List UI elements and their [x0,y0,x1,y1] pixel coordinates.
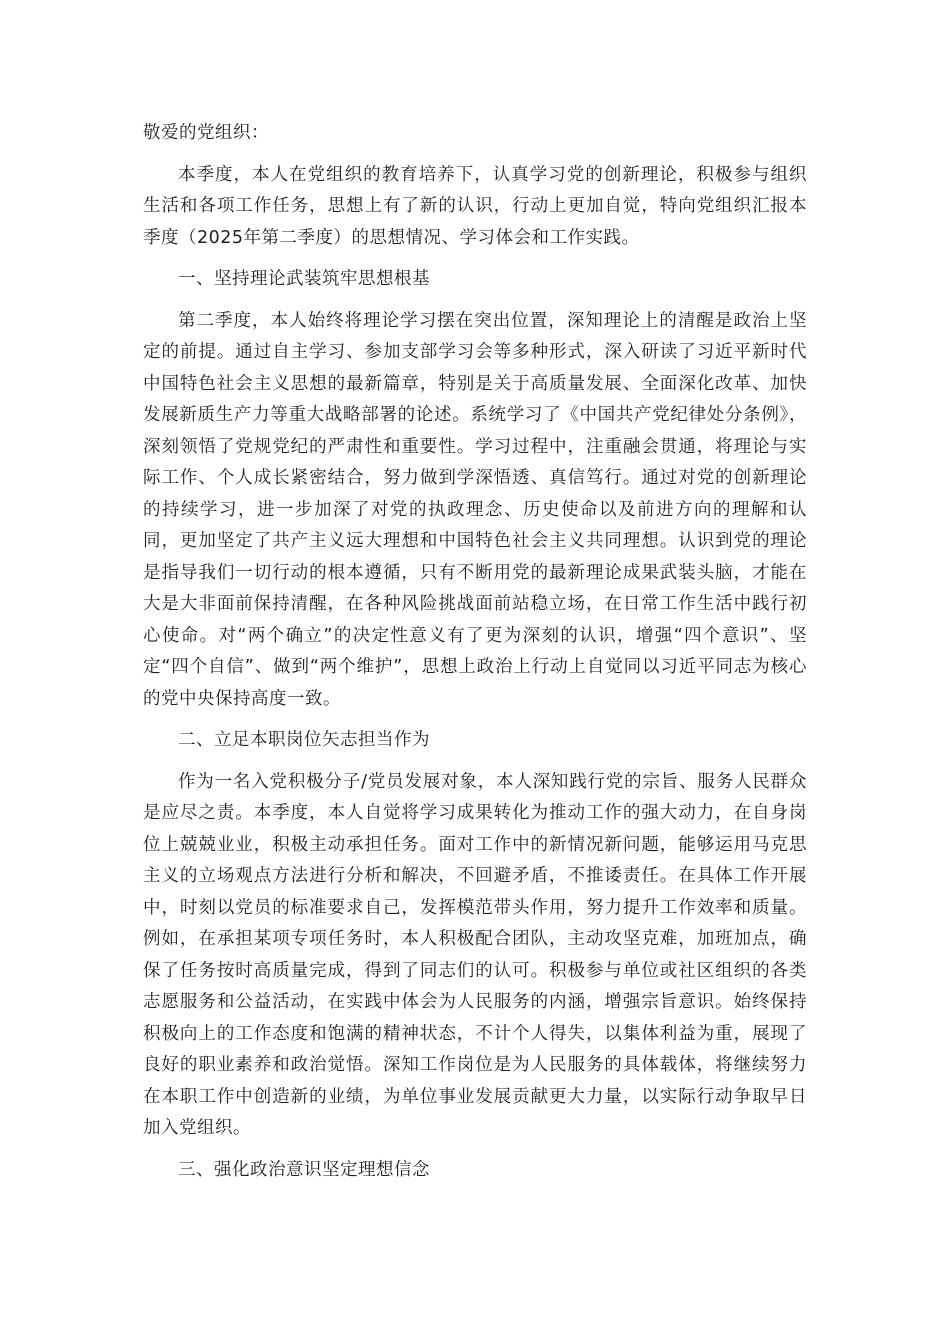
section-body-2: 作为一名入党积极分子/党员发展对象，本人深知践行党的宗旨、服务人民群众是应尽之责。本季度，本人自觉将学习成果转化为推动工作的强大动力，在自身岗位上兢兢业业，积极主动承担任务。面对工作中的新情况新问题，能够运用马克思主义的立场观点方法进行分析和解决，不回避矛盾，不推诿责任。在具体工作开展中，时刻以党员的标准要求自己，发挥模范带头作用，努力提升工作效率和质量。例如，在承担某项专项任务时，本人积极配合团队，主动攻坚克难，加班加点，确保了任务按时高质量完成，得到了同志们的认可。积极参与单位或社区组织的各类志愿服务和公益活动，在实践中体会为人民服务的内涵，增强宗旨意识。始终保持积极向上的工作态度和饱满的精神状态，不计个人得失，以集体利益为重，展现了良好的职业素养和政治觉悟。深知工作岗位是为人民服务的具体载体，将继续努力在本职工作中创造新的业绩，为单位事业发展贡献更大力量，以实际行动争取早日加入党组织。 [143,771,807,1138]
section-body-1: 第二季度，本人始终将理论学习摆在突出位置，深知理论上的清醒是政治上坚定的前提。通过自主学习、参加支部学习会等多种形式，深入研读了习近平新时代中国特色社会主义思想的最新篇章，特别是关于高质量发展、全面深化改革、加快发展新质生产力等重大战略部署的论述。系统学习了《中国共产党纪律处分条例》，深刻领悟了党规党纪的严肃性和重要性。学习过程中，注重融会贯通，将理论与实际工作、个人成长紧密结合，努力做到学深悟透、真信笃行。通过对党的创新理论的持续学习，进一步加深了对党的执政理念、历史使命以及前进方向的理解和认同，更加坚定了共产主义远大理想和中国特色社会主义共同理想。认识到党的理论是指导我们一切行动的根本遵循，只有不断用党的最新理论成果武装头脑，才能在大是大非面前保持清醒，在各种风险挑战面前站稳立场，在日常工作生活中践行初心使命。对“两个确立”的决定性意义有了更为深刻的认识，增强“四个意识”、坚定“四个自信”、做到“两个维护”，思想上政治上行动上自觉同以习近平同志为核心的党中央保持高度一致。 [143,310,807,709]
document-page [143,118,807,1196]
intro-paragraph: 本季度，本人在党组织的教育培养下，认真学习党的创新理论，积极参与组织生活和各项工作任务，思想上有了新的认识，行动上更加自觉，特向党组织汇报本季度（2025年第二季度）的思想情况、学习体会和工作实践。 [143,164,807,248]
section-heading-2: 二、立足本职岗位矢志担当作为 [178,730,430,750]
section-heading-1: 一、坚持理论武装筑牢思想根基 [178,269,430,289]
salutation: 敬爱的党组织： [143,123,269,143]
section-heading-3: 三、强化政治意识坚定理想信念 [178,1159,430,1180]
